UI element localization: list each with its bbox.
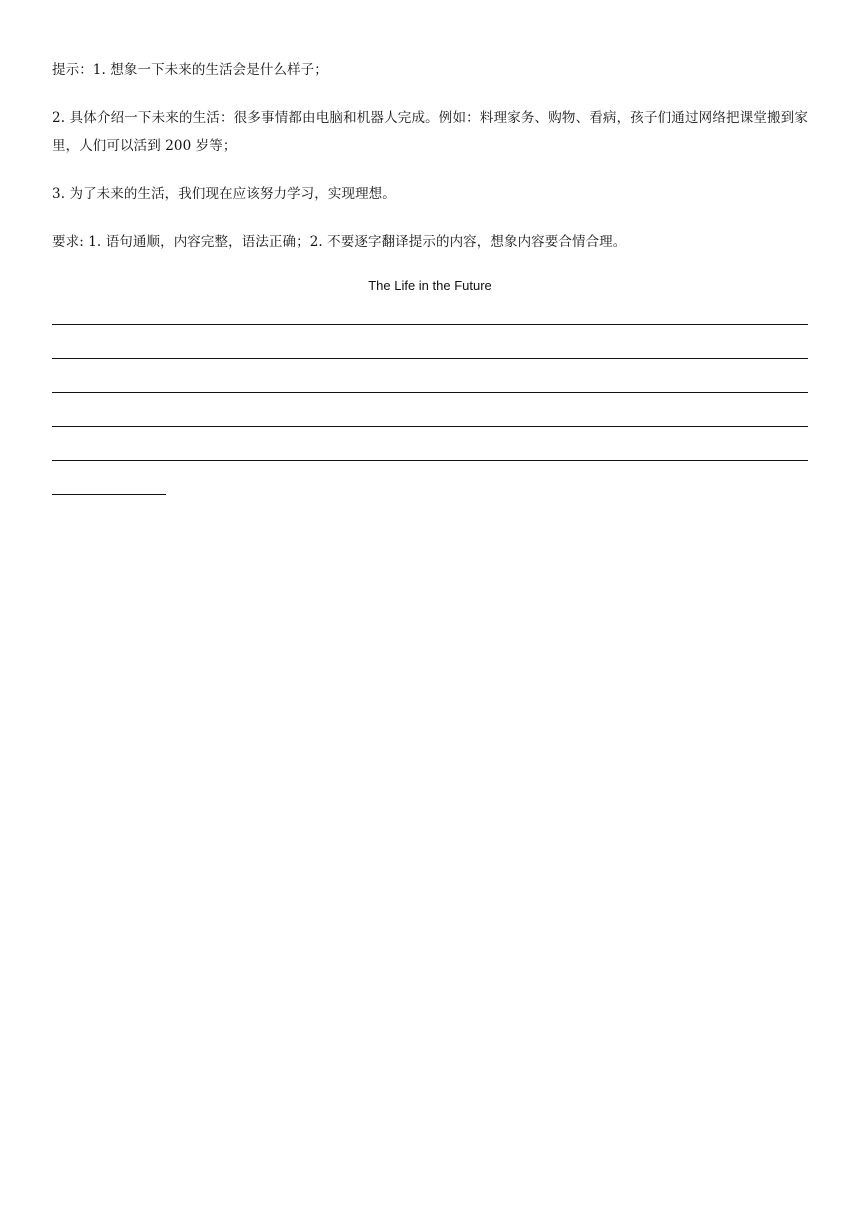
- answer-line[interactable]: [52, 324, 808, 325]
- answer-line[interactable]: [52, 392, 808, 393]
- hint-line-1: 提示：1. 想象一下未来的生活会是什么样子；: [52, 62, 328, 78]
- hint-line-2: 2. 具体介绍一下未来的生活：很多事情都由电脑和机器人完成。例如：料理家务、购物、看病，孩子们通过网络把课堂搬到家里，人们可以活到 200 岁等；: [52, 110, 808, 154]
- requirements-line: 要求: 1. 语句通顺，内容完整，语法正确；2. 不要逐字翻译提示的内容，想象内容要合情合理。: [52, 234, 627, 250]
- document-content: [52, 56, 808, 495]
- answer-line[interactable]: [52, 358, 808, 359]
- hint-line-3: 3. 为了未来的生活，我们现在应该努力学习，实现理想。: [52, 186, 396, 202]
- answer-lines: [52, 324, 808, 495]
- answer-line-short[interactable]: [52, 494, 166, 495]
- essay-title: The Life in the Future: [368, 278, 492, 293]
- answer-line[interactable]: [52, 460, 808, 461]
- answer-line[interactable]: [52, 426, 808, 427]
